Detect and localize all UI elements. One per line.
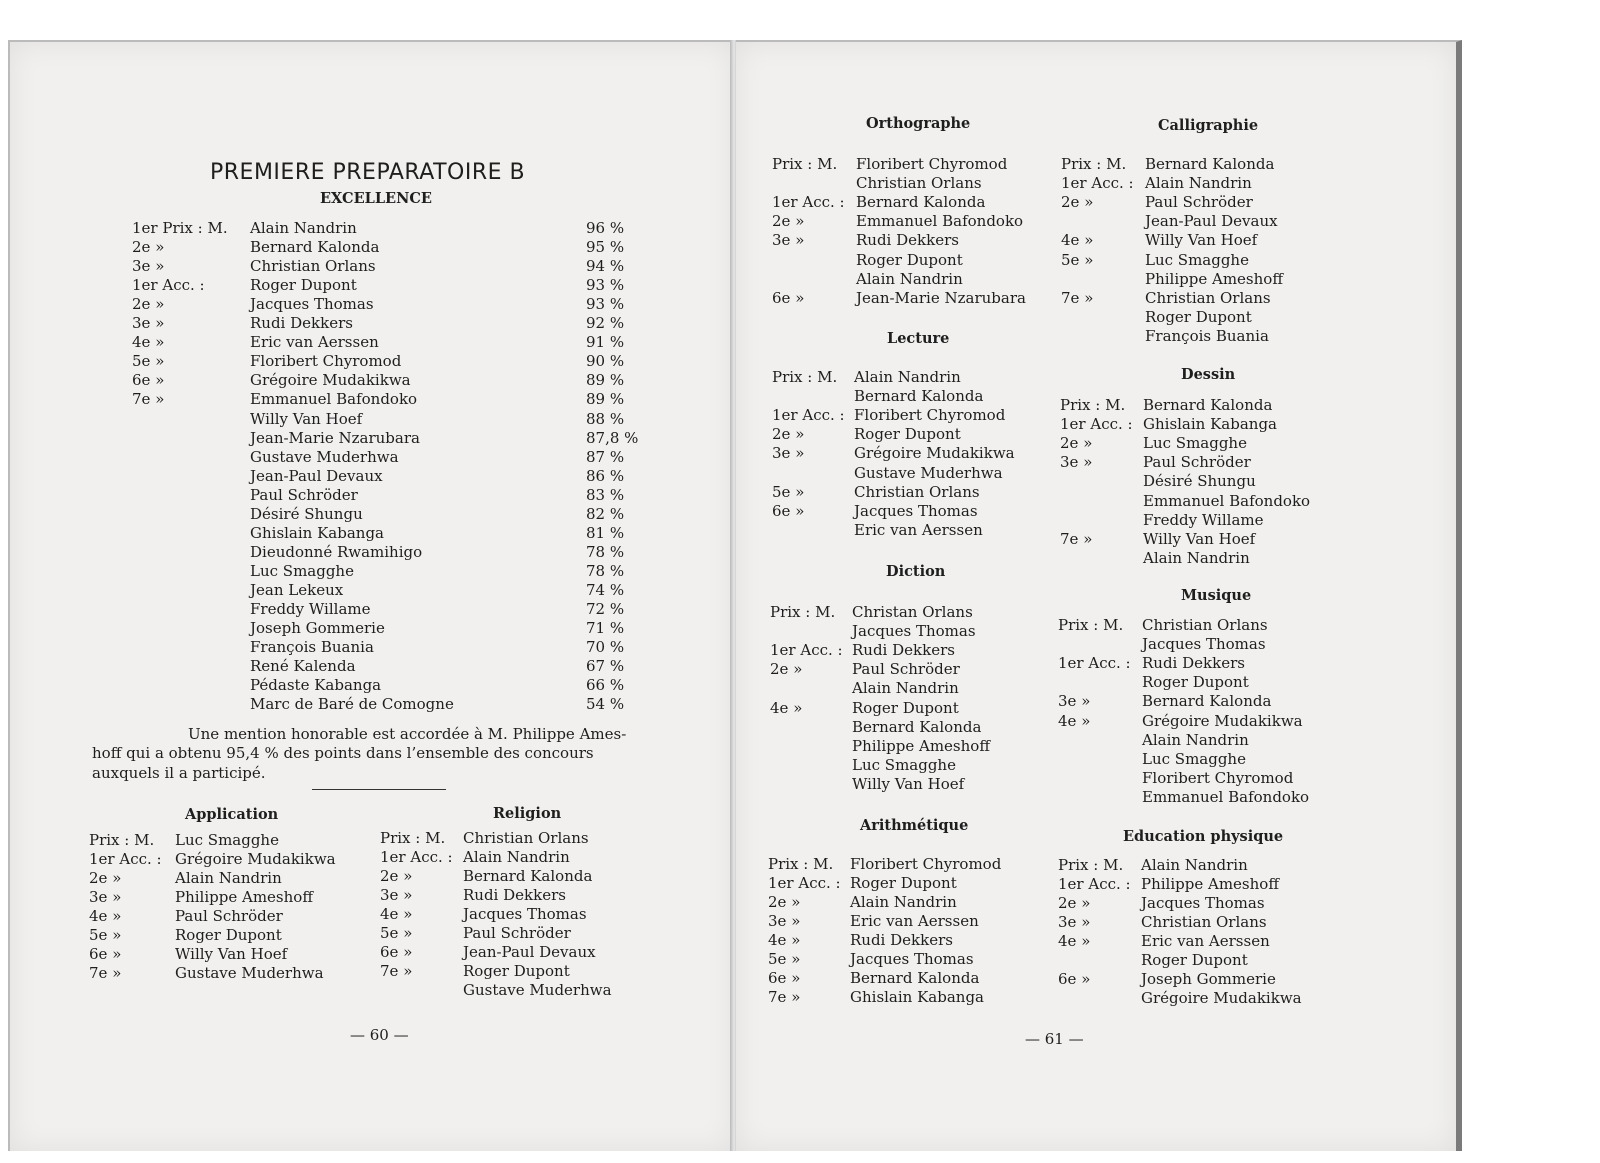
row-name: Roger Dupont (463, 962, 570, 980)
row-score: 67 % (586, 657, 625, 676)
row-score: 94 % (586, 257, 625, 276)
row-rank: 1er Acc. : (132, 276, 205, 295)
row-rank: 5e » (132, 352, 165, 371)
row-name: Jacques Thomas (854, 501, 978, 520)
row-name: Roger Dupont (250, 276, 357, 295)
row-name: Alain Nandrin (1143, 548, 1250, 567)
row-name: Grégoire Mudakikwa (854, 444, 1015, 463)
row-name: Christian Orlans (1141, 913, 1267, 931)
row-name: Pédaste Kabanga (250, 676, 382, 695)
row-name: Eric van Aerssen (1141, 932, 1270, 950)
row-name: René Kalenda (250, 657, 356, 676)
row-rank: 1er Acc. : (380, 848, 453, 866)
row-rank: 4e » (89, 907, 122, 925)
musique-heading: Musique (1181, 587, 1252, 604)
row-rank: Prix : M. (768, 855, 834, 873)
row-name: Jacques Thomas (1141, 894, 1265, 912)
row-name: Bernard Kalonda (1142, 692, 1272, 711)
arithmetique-heading: Arithmétique (860, 817, 969, 834)
row-rank: 1er Prix : M. (132, 219, 228, 237)
row-name: François Buania (1145, 326, 1269, 345)
row-name: Roger Dupont (175, 926, 282, 944)
row-name: Gustave Muderhwa (175, 964, 324, 982)
dessin-heading: Dessin (1181, 366, 1236, 383)
row-name: Luc Smagghe (1145, 250, 1249, 269)
row-score: 87,8 % (586, 428, 639, 447)
row-name: Rudi Dekkers (1142, 654, 1245, 673)
row-name: Bernard Kalonda (1145, 155, 1275, 173)
row-rank: 6e » (772, 501, 805, 520)
row-name: Jean-Paul Devaux (463, 943, 596, 961)
row-rank: 1er Acc. : (772, 193, 845, 212)
row-name: Roger Dupont (852, 698, 959, 717)
row-score: 74 % (586, 580, 625, 599)
row-rank: 4e » (1058, 711, 1091, 730)
row-name: Willy Van Hoef (852, 774, 965, 793)
page-number-right: — 61 — (1025, 1030, 1084, 1048)
row-rank: 2e » (772, 425, 805, 444)
row-name: Jean-Paul Devaux (1145, 212, 1278, 231)
row-name: Willy Van Hoef (1145, 231, 1258, 250)
row-name: Alain Nandrin (852, 679, 959, 698)
row-name: Roger Dupont (854, 425, 961, 444)
row-name: Jean-Paul Devaux (250, 466, 383, 485)
row-name: Bernard Kalonda (854, 387, 984, 406)
row-rank: 1er Acc. : (1058, 654, 1131, 673)
row-name: Christian Orlans (854, 482, 980, 501)
row-name: Bernard Kalonda (250, 238, 380, 257)
row-rank: 3e » (1060, 453, 1093, 472)
row-name: Alain Nandrin (856, 269, 963, 288)
row-name: Bernard Kalonda (852, 717, 982, 736)
row-rank: 2e » (768, 893, 801, 911)
row-rank: 2e » (1058, 894, 1091, 912)
row-name: Grégoire Mudakikwa (175, 850, 336, 868)
page-number-left: — 60 — (350, 1026, 409, 1044)
row-name: Luc Smagghe (250, 561, 354, 580)
row-rank: 1er Acc. : (1060, 415, 1133, 434)
row-name: Alain Nandrin (1142, 730, 1249, 749)
row-rank: 3e » (768, 912, 801, 930)
row-name: Christian Orlans (856, 174, 982, 193)
row-score: 91 % (586, 333, 625, 352)
row-rank: 5e » (1061, 250, 1094, 269)
row-score: 89 % (586, 390, 625, 409)
row-rank: 7e » (380, 962, 413, 980)
row-rank: 2e » (132, 238, 165, 257)
row-name: Joseph Gommerie (1141, 970, 1276, 988)
row-name: Luc Smagghe (1143, 434, 1247, 453)
row-rank: 6e » (772, 288, 805, 307)
row-name: Rudi Dekkers (850, 931, 953, 949)
row-name: Jacques Thomas (250, 295, 374, 314)
row-name: Freddy Willame (1143, 510, 1264, 529)
row-rank: 2e » (89, 869, 122, 887)
row-name: Emmanuel Bafondoko (250, 390, 418, 409)
row-name: Willy Van Hoef (1143, 529, 1256, 548)
row-rank: 4e » (380, 905, 413, 923)
row-score: 81 % (586, 523, 625, 542)
row-name: Emmanuel Bafondoko (1142, 787, 1310, 806)
row-name: Luc Smagghe (852, 755, 956, 774)
row-rank: 2e » (1061, 193, 1094, 212)
row-name: Willy Van Hoef (175, 945, 288, 963)
row-rank: Prix : M. (1060, 396, 1126, 414)
row-name: Luc Smagghe (175, 831, 279, 849)
row-name: Paul Schröder (175, 907, 283, 925)
mention-line-2: hoff qui a obtenu 95,4 % des points dans l’ensemble des concours (92, 744, 594, 762)
row-name: Désiré Shungu (1143, 472, 1256, 491)
row-name: Floribert Chyromod (250, 352, 402, 371)
row-name: Bernard Kalonda (1143, 396, 1273, 414)
row-score: 95 % (586, 238, 625, 257)
row-name: Marc de Baré de Comogne (250, 695, 454, 714)
row-name: Christan Orlans (852, 603, 973, 621)
row-name: Jean-Marie Nzarubara (250, 428, 420, 447)
row-score: 89 % (586, 371, 625, 390)
row-rank: 2e » (1060, 434, 1093, 453)
row-name: François Buania (250, 638, 374, 657)
row-rank: 7e » (1061, 288, 1094, 307)
row-name: Paul Schröder (852, 660, 960, 679)
row-name: Christian Orlans (1145, 288, 1271, 307)
row-name: Eric van Aerssen (854, 520, 983, 539)
row-rank: 6e » (380, 943, 413, 961)
row-score: 86 % (586, 466, 625, 485)
row-rank: 4e » (132, 333, 165, 352)
separator-rule (312, 789, 446, 790)
page-title: PREMIERE PREPARATOIRE B (210, 160, 526, 185)
row-name: Bernard Kalonda (850, 969, 980, 987)
row-rank: 4e » (768, 931, 801, 949)
row-rank: 7e » (89, 964, 122, 982)
row-name: Christian Orlans (463, 829, 589, 847)
row-score: 87 % (586, 447, 625, 466)
row-rank: 2e » (132, 295, 165, 314)
row-name: Roger Dupont (856, 250, 963, 269)
row-name: Roger Dupont (850, 874, 957, 892)
row-rank: 3e » (1058, 692, 1091, 711)
row-name: Eric van Aerssen (850, 912, 979, 930)
row-score: 78 % (586, 561, 625, 580)
row-rank: Prix : M. (772, 155, 838, 173)
row-name: Christian Orlans (1142, 616, 1268, 634)
row-score: 82 % (586, 504, 625, 523)
row-name: Paul Schröder (463, 924, 571, 942)
row-name: Désiré Shungu (250, 504, 363, 523)
row-name: Eric van Aerssen (250, 333, 379, 352)
row-rank: 5e » (772, 482, 805, 501)
row-name: Luc Smagghe (1142, 749, 1246, 768)
row-name: Grégoire Mudakikwa (1142, 711, 1303, 730)
row-name: Paul Schröder (250, 485, 358, 504)
row-rank: 3e » (772, 444, 805, 463)
row-name: Alain Nandrin (850, 893, 957, 911)
diction-heading: Diction (886, 563, 946, 580)
row-name: Roger Dupont (1145, 307, 1252, 326)
row-rank: 1er Acc. : (770, 641, 843, 660)
row-score: 93 % (586, 276, 625, 295)
row-name: Paul Schröder (1145, 193, 1253, 212)
row-rank: 1er Acc. : (1058, 875, 1131, 893)
row-name: Emmanuel Bafondoko (1143, 491, 1311, 510)
application-heading: Application (185, 806, 279, 823)
row-rank: 5e » (380, 924, 413, 942)
row-score: 71 % (586, 619, 625, 638)
row-name: Philippe Ameshoff (175, 888, 313, 906)
row-name: Bernard Kalonda (856, 193, 986, 212)
row-score: 96 % (586, 219, 625, 237)
row-name: Gustave Muderhwa (463, 981, 612, 999)
row-rank: 7e » (1060, 529, 1093, 548)
row-name: Jean Lekeux (250, 580, 344, 599)
row-rank: 4e » (770, 698, 803, 717)
row-name: Jacques Thomas (1142, 635, 1266, 654)
row-name: Emmanuel Bafondoko (856, 212, 1024, 231)
row-name: Philippe Ameshoff (852, 736, 990, 755)
row-name: Floribert Chyromod (854, 406, 1006, 425)
row-rank: 2e » (770, 660, 803, 679)
row-rank: Prix : M. (1061, 155, 1127, 173)
row-score: 90 % (586, 352, 625, 371)
row-name: Dieudonné Rwamihigo (250, 542, 423, 561)
row-name: Ghislain Kabanga (850, 988, 985, 1006)
row-name: Ghislain Kabanga (1143, 415, 1278, 434)
row-name: Freddy Willame (250, 600, 371, 618)
row-rank: 3e » (132, 257, 165, 276)
row-name: Joseph Gommerie (250, 619, 385, 638)
right-page (736, 40, 1462, 1151)
calligraphie-heading: Calligraphie (1158, 117, 1259, 134)
row-name: Rudi Dekkers (856, 231, 959, 250)
row-rank: 3e » (380, 886, 413, 904)
row-name: Jacques Thomas (463, 905, 587, 923)
row-rank: 4e » (1061, 231, 1094, 250)
row-score: 78 % (586, 542, 625, 561)
row-name: Rudi Dekkers (250, 314, 353, 333)
row-name: Jean-Marie Nzarubara (856, 288, 1026, 307)
row-rank: 6e » (132, 371, 165, 390)
row-name: Jacques Thomas (850, 950, 974, 968)
row-rank: Prix : M. (380, 829, 446, 847)
row-rank: 3e » (89, 888, 122, 906)
row-name: Jacques Thomas (852, 622, 976, 641)
row-rank: 1er Acc. : (1061, 174, 1134, 193)
religion-heading: Religion (493, 805, 562, 822)
row-rank: 3e » (772, 231, 805, 250)
row-name: Paul Schröder (1143, 453, 1251, 472)
row-rank: 1er Acc. : (772, 406, 845, 425)
row-score: 70 % (586, 638, 625, 657)
orthographe-heading: Orthographe (866, 115, 971, 132)
row-rank: 1er Acc. : (768, 874, 841, 892)
row-name: Alain Nandrin (854, 368, 961, 386)
row-score: 92 % (586, 314, 625, 333)
row-score: 88 % (586, 409, 625, 428)
row-name: Floribert Chyromod (856, 155, 1008, 173)
row-name: Alain Nandrin (175, 869, 282, 887)
row-rank: Prix : M. (1058, 856, 1124, 874)
row-rank: 6e » (768, 969, 801, 987)
row-rank: 3e » (132, 314, 165, 333)
row-name: Bernard Kalonda (463, 867, 593, 885)
row-rank: 1er Acc. : (89, 850, 162, 868)
row-rank: Prix : M. (772, 368, 838, 386)
row-rank: 2e » (380, 867, 413, 885)
row-name: Rudi Dekkers (463, 886, 566, 904)
row-score: 54 % (586, 695, 625, 714)
row-name: Grégoire Mudakikwa (1141, 989, 1302, 1007)
row-name: Floribert Chyromod (1142, 768, 1294, 787)
row-name: Floribert Chyromod (850, 855, 1002, 873)
row-name: Grégoire Mudakikwa (250, 371, 411, 390)
row-name: Alain Nandrin (250, 219, 357, 237)
row-name: Gustave Muderhwa (854, 463, 1003, 482)
row-name: Roger Dupont (1141, 951, 1248, 969)
row-name: Gustave Muderhwa (250, 447, 399, 466)
row-name: Rudi Dekkers (852, 641, 955, 660)
row-name: Philippe Ameshoff (1141, 875, 1279, 893)
mention-line-3: auxquels il a participé. (92, 764, 266, 782)
row-name: Philippe Ameshoff (1145, 269, 1283, 288)
row-score: 83 % (586, 485, 625, 504)
row-rank: 3e » (1058, 913, 1091, 931)
row-rank: 7e » (132, 390, 165, 409)
row-rank: 4e » (1058, 932, 1091, 950)
row-name: Roger Dupont (1142, 673, 1249, 692)
row-name: Willy Van Hoef (250, 409, 363, 428)
row-name: Alain Nandrin (1145, 174, 1252, 193)
row-rank: 6e » (1058, 970, 1091, 988)
row-rank: Prix : M. (770, 603, 836, 621)
row-name: Alain Nandrin (1141, 856, 1248, 874)
row-name: Alain Nandrin (463, 848, 570, 866)
row-rank: 5e » (89, 926, 122, 944)
row-score: 66 % (586, 676, 625, 695)
education-physique-heading: Education physique (1123, 828, 1284, 845)
row-name: Ghislain Kabanga (250, 523, 385, 542)
row-rank: 6e » (89, 945, 122, 963)
row-rank: Prix : M. (1058, 616, 1124, 634)
row-score: 93 % (586, 295, 625, 314)
row-rank: Prix : M. (89, 831, 155, 849)
row-rank: 2e » (772, 212, 805, 231)
excellence-heading: EXCELLENCE (320, 190, 432, 207)
row-rank: 5e » (768, 950, 801, 968)
row-score: 72 % (586, 600, 625, 618)
lecture-heading: Lecture (887, 330, 950, 347)
mention-line-1: Une mention honorable est accordée à M. Philippe Ames- (188, 725, 627, 743)
row-rank: 7e » (768, 988, 801, 1006)
row-name: Christian Orlans (250, 257, 376, 276)
